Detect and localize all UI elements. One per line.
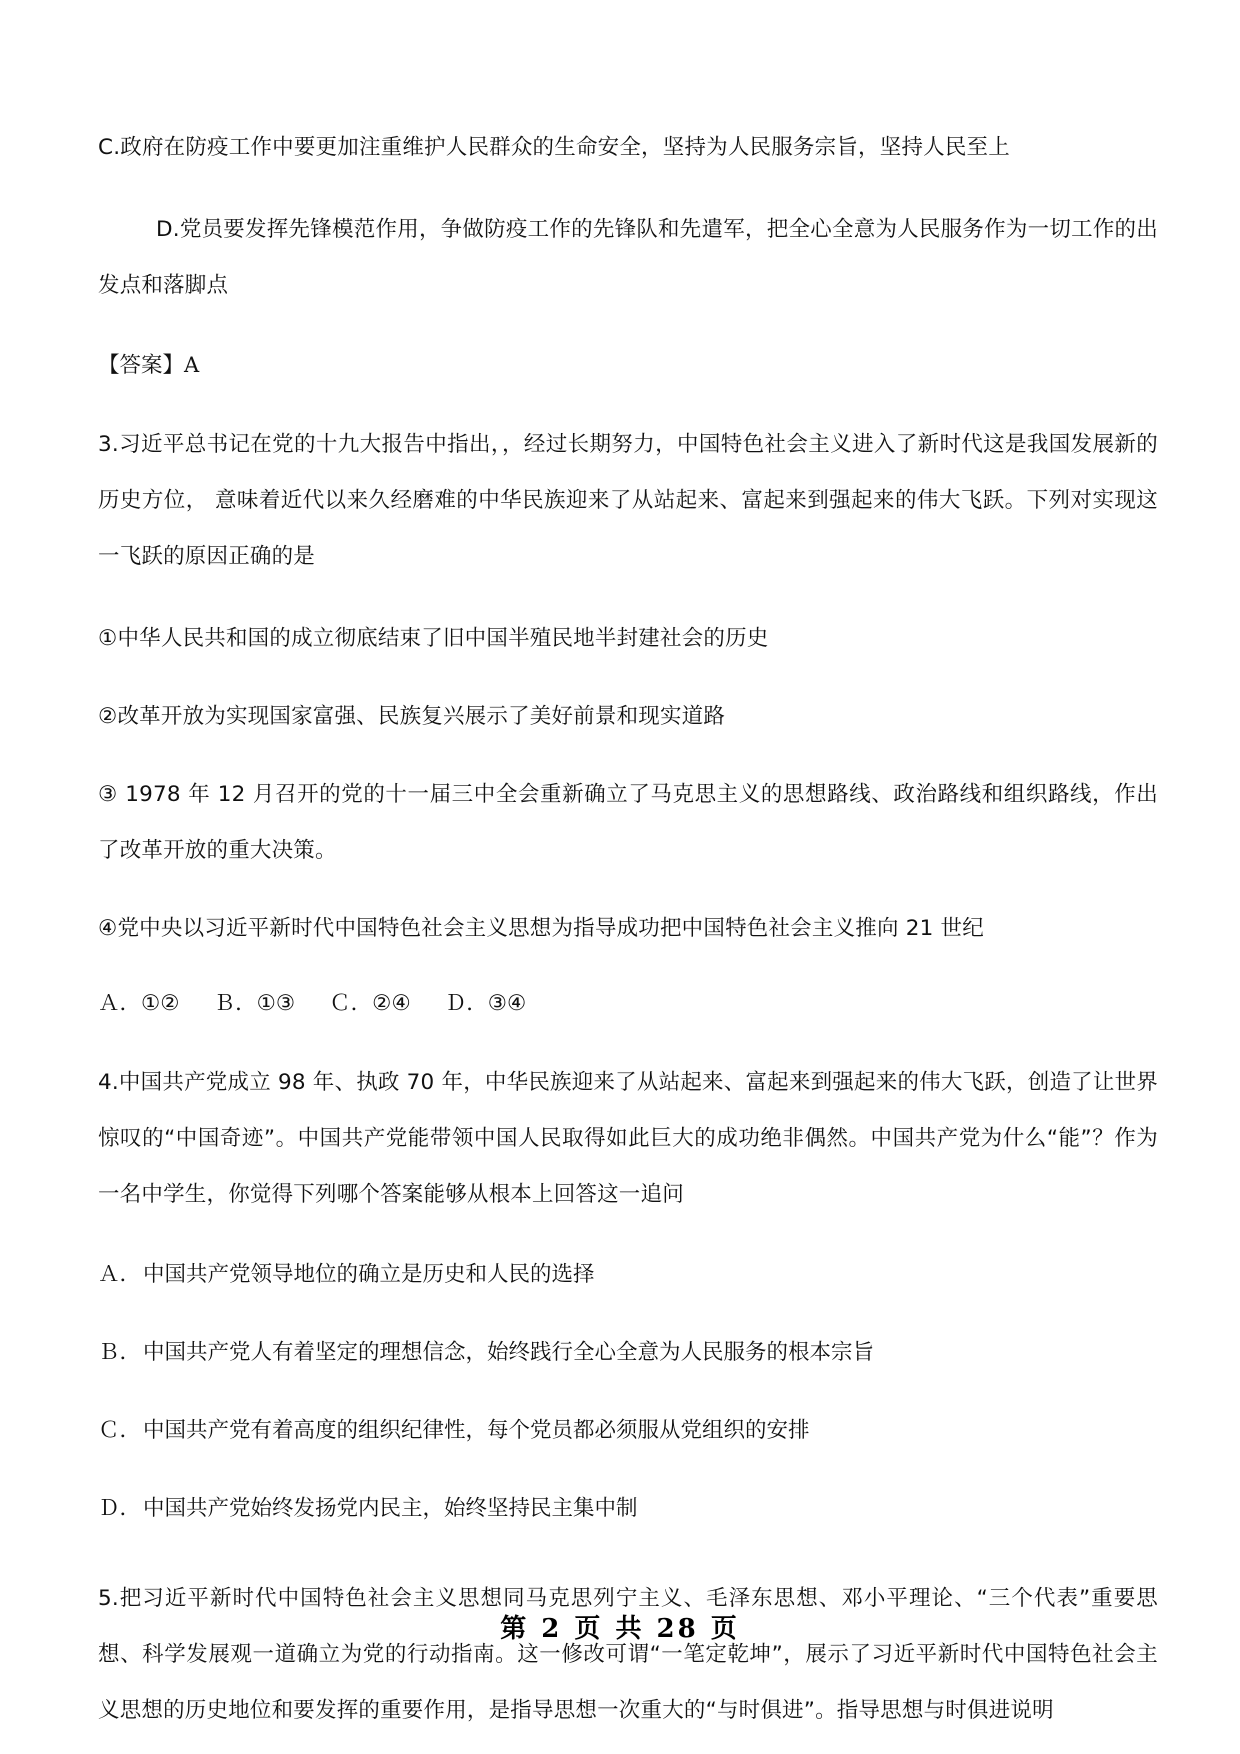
page-footer: 第 2 页 共 28 页: [500, 1614, 740, 1644]
question-3-option-d-text: ③④: [487, 991, 527, 1016]
question-3-option-b[interactable]: Ｂ．①③: [213, 991, 296, 1016]
question-3-stem: 3.习近平总书记在党的十九大报告中指出，，经过长期努力，中国特色社会主义进入了新时代这是我国发展新的历史方位， 意味着近代以来久经磨难的中华民族迎来了从站起来、富起来到强起来的伟大飞跃。下列对实现这一飞跃的原因正确的是: [98, 432, 1158, 569]
answer-label: 【答案】: [98, 353, 185, 378]
question-3-option-c[interactable]: Ｃ．②④: [329, 991, 411, 1016]
question-3-option-a-text: ①②: [141, 991, 180, 1016]
question-4-stem: 4.中国共产党成立 98 年、执政 70 年，中华民族迎来了从站起来、富起来到强起来的伟大飞跃，创造了让世界惊叹的“中国奇迹”。中国共产党能带领中国人民取得如此巨大的成功绝非偶然。中国共产党为什么“能”？作为一名中学生，你觉得下列哪个答案能够从根本上回答这一追问: [98, 1070, 1158, 1207]
question-3-statement-2: ②改革开放为实现国家富强、民族复兴展示了美好前景和现实道路: [98, 704, 726, 729]
question-3-option-d[interactable]: Ｄ．③④: [444, 991, 527, 1016]
question-4-option-a[interactable]: [98, 1249, 1158, 1301]
question-3-statement-4: ④党中央以习近平新时代中国特色社会主义思想为指导成功把中国特色社会主义推向 21 世纪: [98, 916, 984, 941]
question-4-option-b[interactable]: [98, 1327, 1158, 1379]
question-3-option-b-text: ①③: [256, 991, 296, 1016]
question-4-option-d-text: 中国共产党始终发扬党内民主，始终坚持民主集中制: [143, 1496, 638, 1521]
question-3-statement-3: ③ 1978 年 12 月召开的党的十一届三中全会重新确立了马克思主义的思想路线、政治路线和组织路线，作出了改革开放的重大决策。: [98, 782, 1158, 863]
section-spacer: [98, 1561, 1158, 1571]
question-4-option-b-text: 中国共产党人有着坚定的理想信念，始终践行全心全意为人民服务的根本宗旨: [143, 1340, 875, 1365]
question-2-option-d: D.党员要发挥先锋模范作用，争做防疫工作的先锋队和先遣军，把全心全意为人民服务作为一切工作的出发点和落脚点: [98, 217, 1158, 298]
answer-value: A: [184, 353, 200, 377]
question-4-option-b-letter: Ｂ．: [98, 1340, 142, 1365]
question-4-option-d-letter: Ｄ．: [98, 1496, 142, 1521]
question-2-answer: [98, 340, 1158, 391]
question-4-option-c-letter: Ｃ．: [98, 1418, 142, 1443]
question-3-options: [98, 979, 1158, 1029]
question-3-option-a[interactable]: Ａ．①②: [98, 991, 180, 1016]
question-3-option-c-text: ②④: [372, 991, 411, 1016]
question-2-option-c: C.政府在防疫工作中要更加注重维护人民群众的生命安全，坚持为人民服务宗旨，坚持人民至上: [98, 135, 1010, 160]
question-4-option-a-letter: Ａ．: [98, 1262, 142, 1287]
question-4-option-a-text: 中国共产党领导地位的确立是历史和人民的选择: [143, 1262, 595, 1287]
question-4-option-c[interactable]: [98, 1405, 1158, 1457]
question-5-stem: 5.把习近平新时代中国特色社会主义思想同马克思列宁主义、毛泽东思想、邓小平理论、“三个代表”重要思想、科学发展观一道确立为党的行动指南。这一修改可谓“一笔定乾坤”，展示了习近平新时代中国特色社会主义思想的历史地位和要发挥的重要作用，是指导思想一次重大的“与时俱进”。指导思想与时俱进说明: [98, 1586, 1158, 1723]
question-3-statement-1: ①中华人民共和国的成立彻底结束了旧中国半殖民地半封建社会的历史: [98, 626, 769, 651]
question-4-option-c-text: 中国共产党有着高度的组织纪律性，每个党员都必须服从党组织的安排: [143, 1418, 810, 1443]
question-4-option-d[interactable]: [98, 1483, 1158, 1535]
